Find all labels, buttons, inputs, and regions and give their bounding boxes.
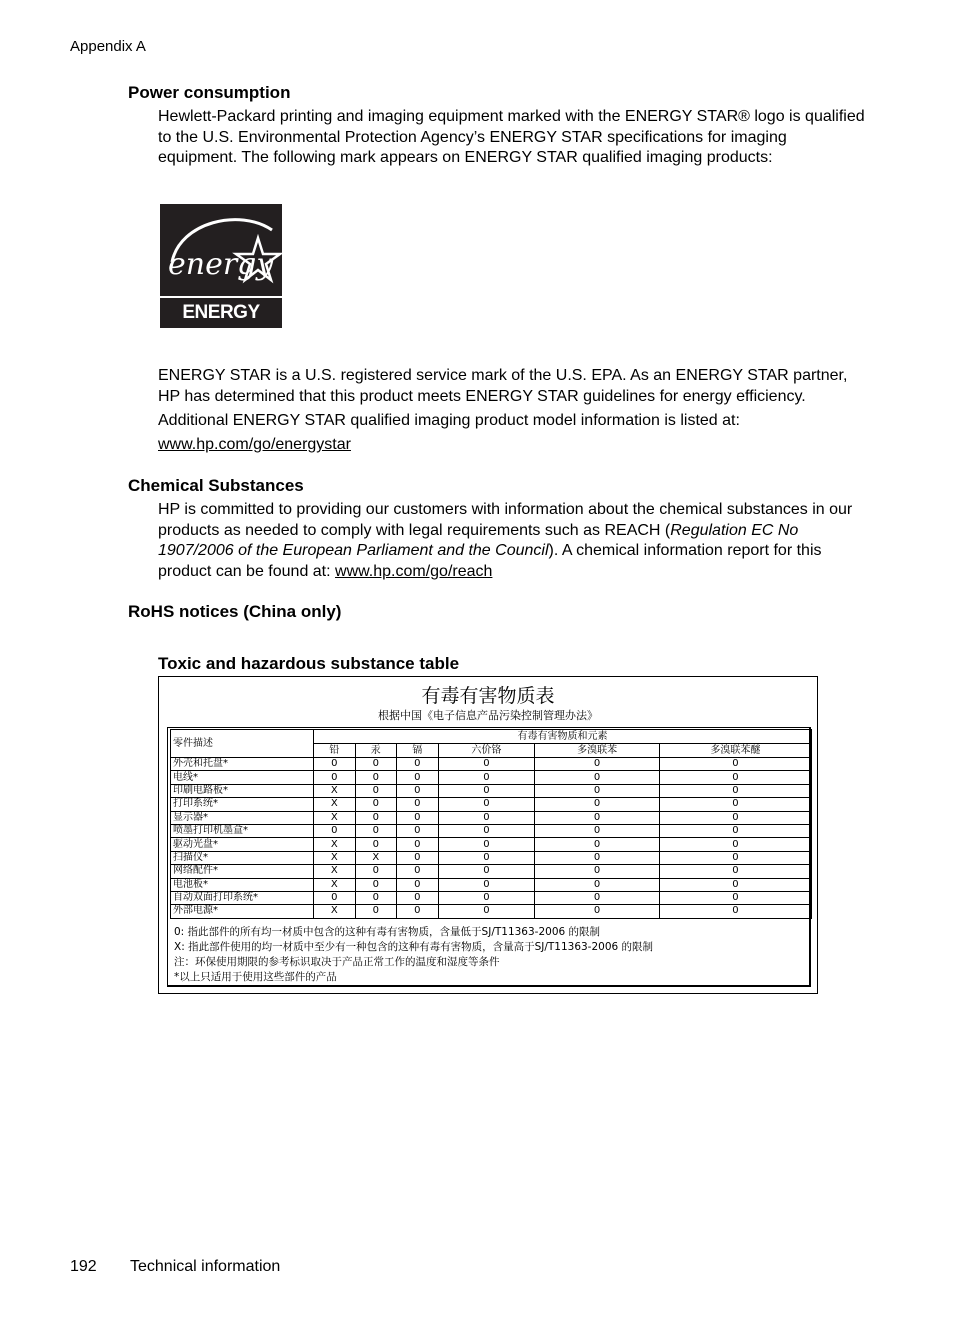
footer-section: Technical information <box>130 1258 281 1275</box>
table-row <box>171 891 812 904</box>
table-row <box>171 851 812 864</box>
note-line: X: 指此部件使用的均一材质中至少有一种包含的这种有毒有害物质，含量高于SJ/T11363-2006 的限制 <box>174 941 654 953</box>
substance-value: 0 <box>659 905 811 918</box>
substance-value: 0 <box>659 771 811 784</box>
substance-value: 0 <box>438 878 535 891</box>
substance-value: 0 <box>438 865 535 878</box>
substance-value: 0 <box>314 758 356 771</box>
running-header: Appendix A <box>70 38 146 55</box>
rohs-table-box <box>158 676 818 994</box>
part-name: 电池板* <box>171 878 314 891</box>
substance-value: 0 <box>535 865 660 878</box>
substance-value: 0 <box>438 784 535 797</box>
reach-link[interactable]: www.hp.com/go/reach <box>335 562 493 580</box>
substance-value: 0 <box>659 838 811 851</box>
substance-value: 0 <box>397 771 439 784</box>
rohs-inner-frame <box>167 727 811 987</box>
part-name: 打印系统* <box>171 798 314 811</box>
section-title-power: Power consumption <box>128 83 291 102</box>
power-paragraph-3: Additional ENERGY STAR qualified imaging product model information is listed at: <box>158 412 740 429</box>
substance-value: 0 <box>314 824 356 837</box>
substance-value: 0 <box>397 824 439 837</box>
table-row <box>171 878 812 891</box>
substance-value: X <box>314 905 356 918</box>
part-name: 显示器* <box>171 811 314 824</box>
substance-value: 0 <box>438 758 535 771</box>
table-row <box>171 758 812 771</box>
chemical-paragraph <box>158 500 870 582</box>
table-row <box>171 811 812 824</box>
substance-table <box>170 729 812 919</box>
energy-star-logo <box>160 204 282 352</box>
substance-value: 0 <box>314 891 356 904</box>
substance-value: 0 <box>355 838 397 851</box>
part-name: 驱动光盘* <box>171 838 314 851</box>
rohs-notes <box>174 925 653 985</box>
table-row <box>171 838 812 851</box>
substance-value: X <box>314 784 356 797</box>
substance-value: 0 <box>355 905 397 918</box>
substance-value: 0 <box>535 811 660 824</box>
substance-value: 0 <box>535 824 660 837</box>
chemical-text-italic: Regulation EC No 1907/2006 of the European Parliament and the Council <box>158 521 799 559</box>
substance-value: 0 <box>355 758 397 771</box>
note-line: 0: 指此部件的所有均一材质中包含的这种有毒有害物质，含量低于SJ/T11363-2006 的限制 <box>174 926 601 938</box>
part-name: 自动双面打印系统* <box>171 891 314 904</box>
substance-value: 0 <box>397 865 439 878</box>
note-line: 注：环保使用期限的参考标识取决于产品正常工作的温度和湿度等条件 <box>174 956 500 968</box>
substance-value: 0 <box>659 878 811 891</box>
energy-star-band: ENERGY STAR <box>160 296 282 328</box>
toxic-table-heading: Toxic and hazardous substance table <box>158 654 460 673</box>
substance-value: 0 <box>659 851 811 864</box>
substance-value: 0 <box>397 811 439 824</box>
substance-value: 0 <box>355 811 397 824</box>
substance-value: 0 <box>397 758 439 771</box>
energy-script-text: energy <box>168 247 274 282</box>
rohs-cn-title: 有毒有害物质表 <box>421 685 555 707</box>
substance-value: 0 <box>659 784 811 797</box>
substance-value: 0 <box>397 851 439 864</box>
substance-value: 0 <box>438 905 535 918</box>
substance-value: X <box>314 878 356 891</box>
column-header: 汞 <box>355 744 397 758</box>
substance-value: 0 <box>355 798 397 811</box>
chemical-text-a: HP is committed to providing our customers with information about the chemical substances in our products as needed to comply with legal requirements such as REACH ( <box>158 501 853 539</box>
substance-value: 0 <box>397 891 439 904</box>
section-title-rohs: RoHS notices (China only) <box>128 602 342 621</box>
rohs-cn-subtitle: 根据中国《电子信息产品污染控制管理办法》 <box>378 709 598 722</box>
substance-value: 0 <box>659 758 811 771</box>
column-header: 多溴联苯 <box>535 744 660 758</box>
substance-value: X <box>314 851 356 864</box>
part-name: 电线* <box>171 771 314 784</box>
table-row <box>171 905 812 918</box>
substance-value: 0 <box>659 824 811 837</box>
substance-value: 0 <box>535 771 660 784</box>
substance-value: X <box>314 798 356 811</box>
substance-value: 0 <box>355 891 397 904</box>
part-header: 零件描述 <box>171 730 314 758</box>
substance-value: 0 <box>535 838 660 851</box>
part-name: 印刷电路板* <box>171 784 314 797</box>
substance-value: 0 <box>438 838 535 851</box>
part-name: 喷墨打印机墨盒* <box>171 824 314 837</box>
substance-value: 0 <box>438 824 535 837</box>
table-row <box>171 824 812 837</box>
section-title-chemical: Chemical Substances <box>128 476 304 495</box>
substance-value: 0 <box>659 811 811 824</box>
substance-value: 0 <box>355 771 397 784</box>
substance-value: 0 <box>535 784 660 797</box>
substance-value: 0 <box>659 865 811 878</box>
substance-value: 0 <box>535 891 660 904</box>
substance-value: 0 <box>438 811 535 824</box>
table-row <box>171 798 812 811</box>
substance-value: X <box>314 865 356 878</box>
substance-value: 0 <box>355 824 397 837</box>
substance-value: 0 <box>397 784 439 797</box>
group-header: 有毒有害物质和元素 <box>314 730 812 744</box>
table-row <box>171 771 812 784</box>
substance-value: 0 <box>355 878 397 891</box>
substance-value: 0 <box>397 838 439 851</box>
column-header: 多溴联苯醚 <box>659 744 811 758</box>
substance-value: 0 <box>397 878 439 891</box>
part-name: 网络配件* <box>171 865 314 878</box>
column-header: 铅 <box>314 744 356 758</box>
substance-value: X <box>355 851 397 864</box>
substance-value: 0 <box>438 798 535 811</box>
power-paragraph-1: Hewlett-Packard printing and imaging equipment marked with the ENERGY STAR® logo is qualified to the U.S. Environmental Protection Agency’s ENERGY STAR specifications for imaging equipment. The following mark appears on ENERGY STAR qualified imaging products: <box>158 108 865 166</box>
substance-value: 0 <box>535 905 660 918</box>
substance-value: 0 <box>355 784 397 797</box>
substance-value: 0 <box>535 758 660 771</box>
substance-value: 0 <box>314 771 356 784</box>
substance-value: 0 <box>397 905 439 918</box>
substance-value: 0 <box>535 851 660 864</box>
substance-value: X <box>314 811 356 824</box>
page-number: 192 <box>70 1258 97 1275</box>
column-header: 六价铬 <box>438 744 535 758</box>
chemical-text-b: ). A chemical information report for this product can be found at: <box>158 542 822 580</box>
table-row <box>171 784 812 797</box>
running-footer <box>70 1258 280 1276</box>
note-line: *以上只适用于使用这些部件的产品 <box>174 971 337 983</box>
part-name: 扫描仪* <box>171 851 314 864</box>
substance-value: 0 <box>535 878 660 891</box>
substance-value: 0 <box>438 891 535 904</box>
part-name: 外壳和托盘* <box>171 758 314 771</box>
energystar-link[interactable]: www.hp.com/go/energystar <box>158 436 351 453</box>
substance-value: 0 <box>438 771 535 784</box>
substance-value: 0 <box>355 865 397 878</box>
substance-value: 0 <box>397 798 439 811</box>
part-name: 外部电源* <box>171 905 314 918</box>
substance-value: 0 <box>438 851 535 864</box>
column-header: 镉 <box>397 744 439 758</box>
power-paragraph-2: ENERGY STAR is a U.S. registered service mark of the U.S. EPA. As an ENERGY STAR partner, HP has determined that this product meets ENERGY STAR guidelines for energy efficiency. <box>158 367 848 405</box>
substance-value: X <box>314 838 356 851</box>
table-row <box>171 865 812 878</box>
substance-value: 0 <box>659 891 811 904</box>
substance-value: 0 <box>535 798 660 811</box>
substance-value: 0 <box>659 798 811 811</box>
energy-star-script-icon <box>160 204 282 298</box>
